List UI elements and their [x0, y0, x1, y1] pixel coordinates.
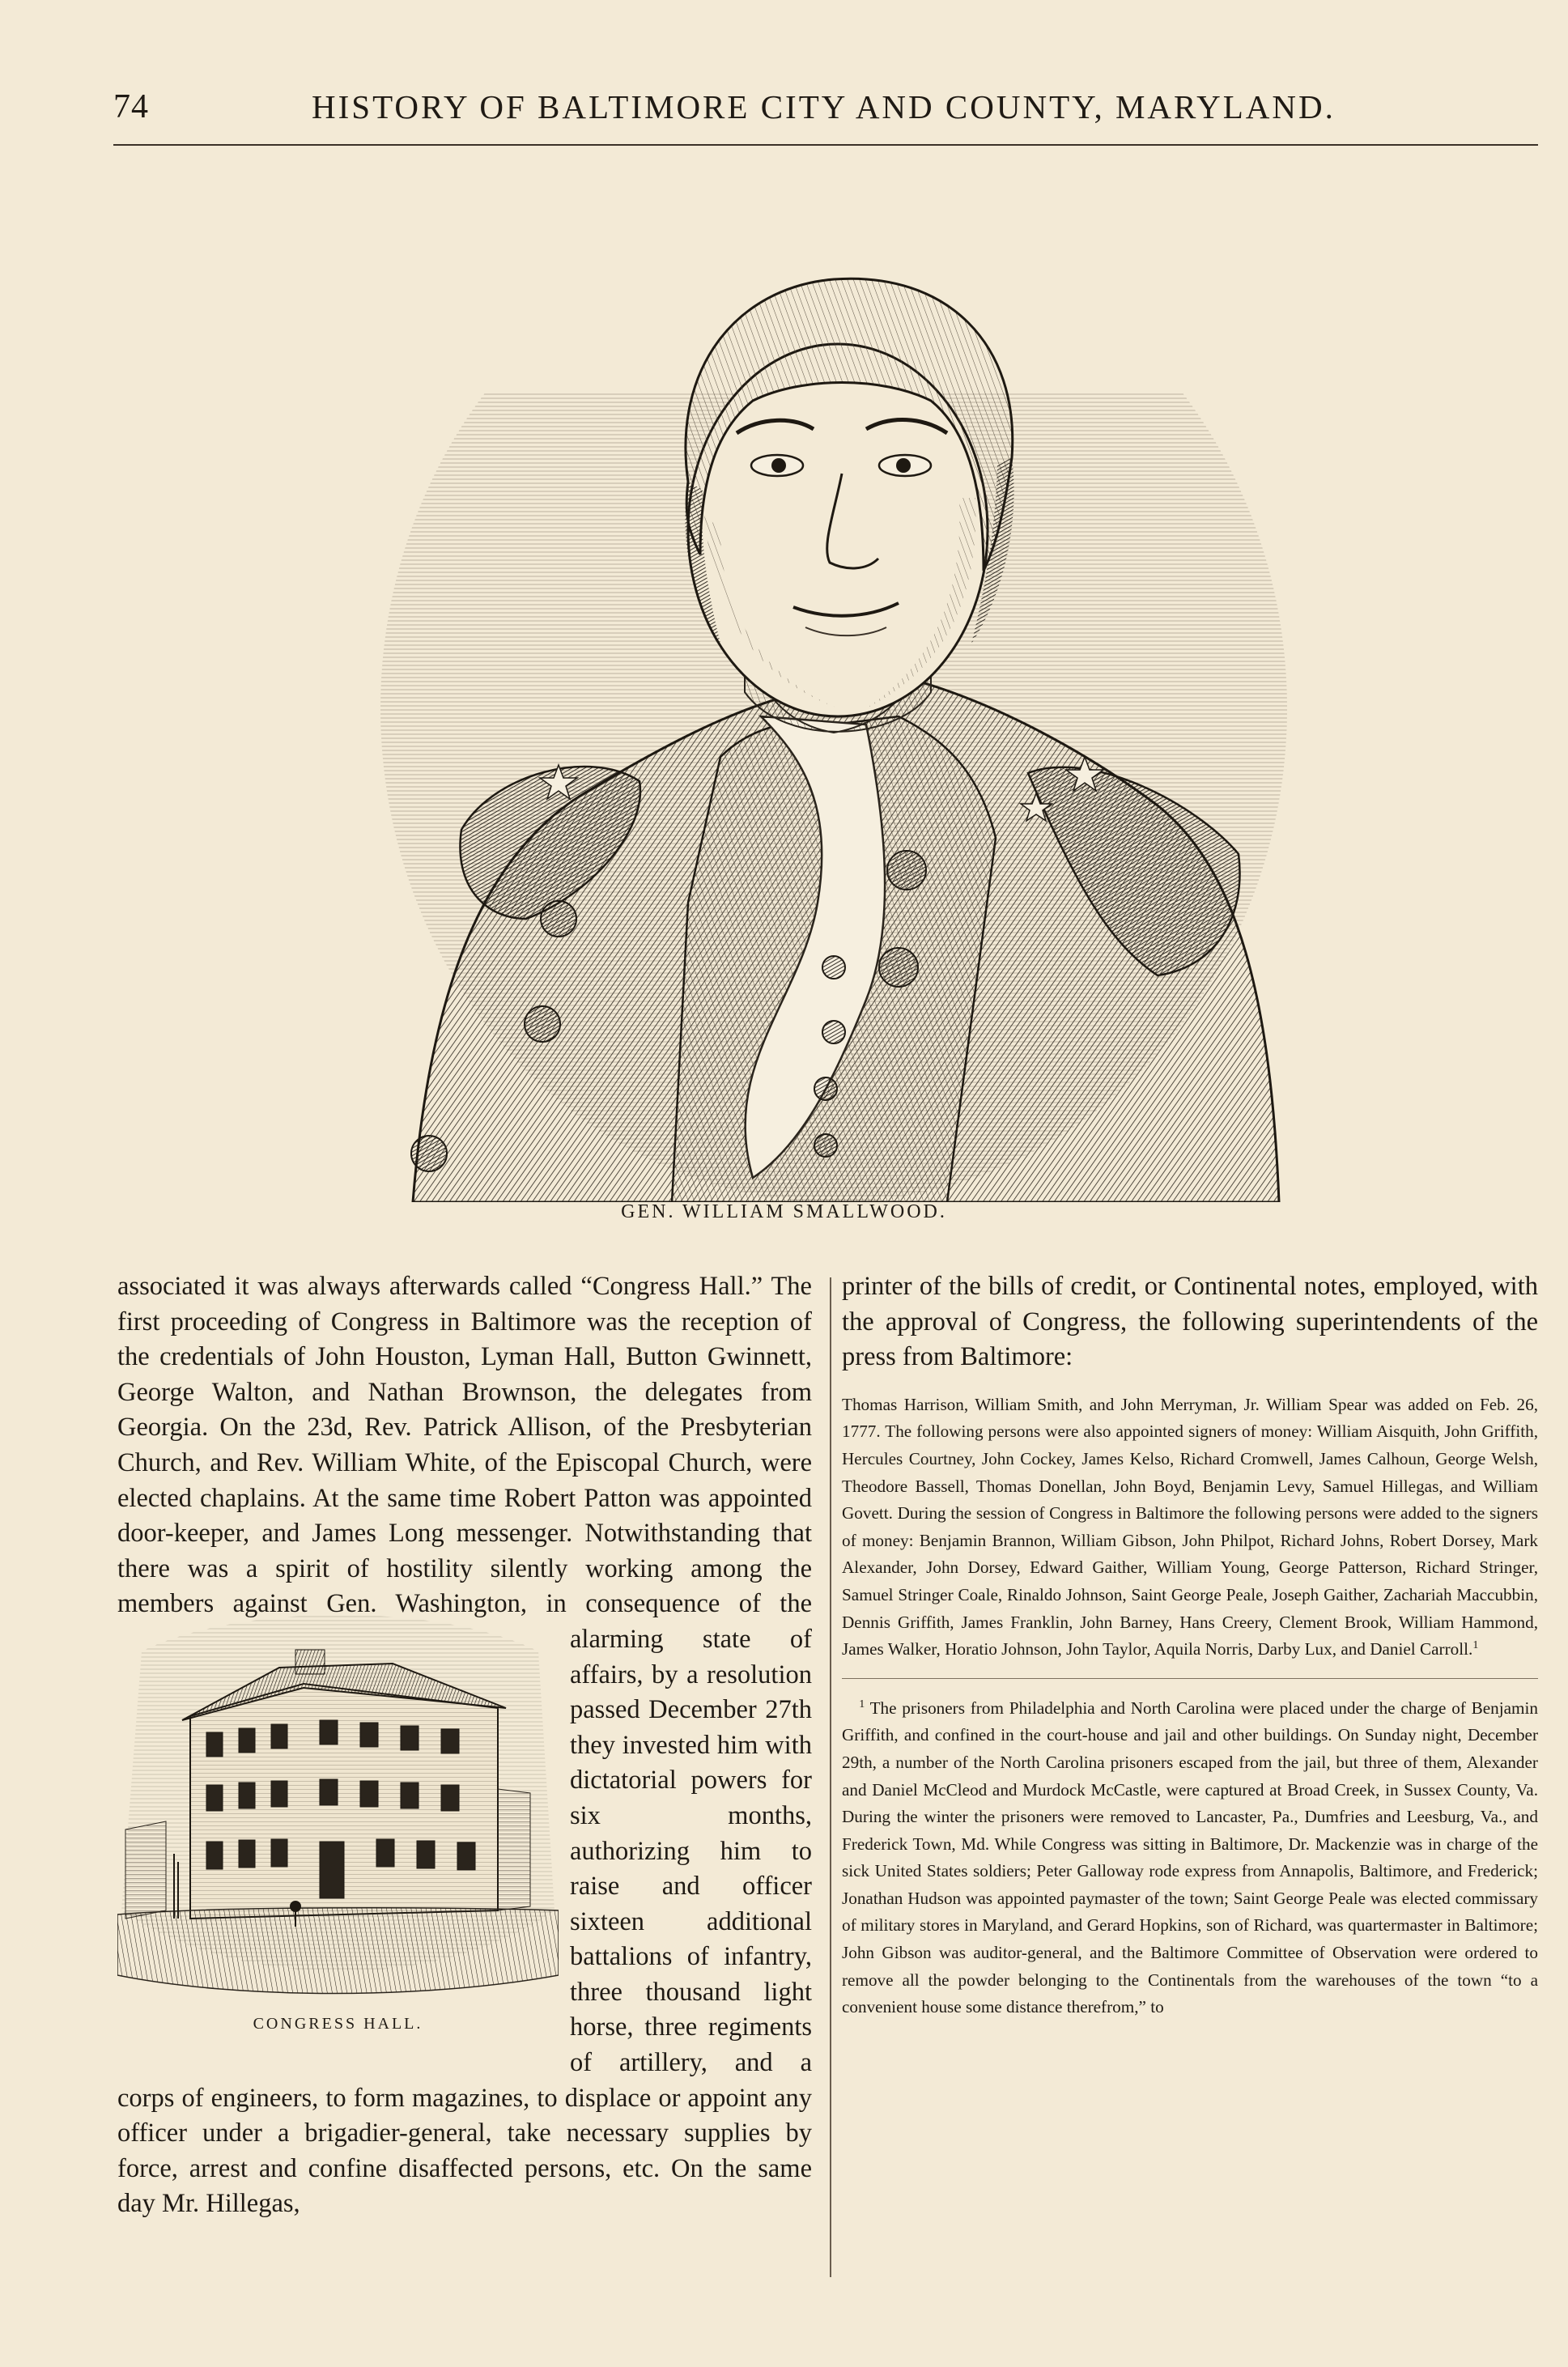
right-column: [842, 1269, 1538, 2021]
footnote-reference: 1: [1472, 1639, 1479, 1652]
page-number: 74: [113, 88, 149, 125]
left-column: [117, 1269, 812, 2222]
footnote-marker: 1: [859, 1698, 865, 1710]
left-text-part-1: associated it was always afterwards called “Congress Hall.” The first proceeding of Congress in Baltimore was the reception of the credentials of John Houston, Lyman Hall, Button Gwinnett, George Walton, and Nathan Brownson, the delegates from Georgia. On the 23d, Rev. Patrick Allison, of the Presbyterian Church, and Rev. William White, of the Episcopal Church, were elected chaplains. At the same time Robert Patton was appointed door-keeper, and James Long messenger. Notwithstanding that there was a spirit of hostility silently working among the members against: [117, 1272, 812, 1619]
footnote: [842, 1695, 1538, 2021]
header-rule: [113, 144, 1538, 146]
right-intro-paragraph: printer of the bills of credit, or Continental notes, employed, with the approval of Congress, the following superintendents of the press from Baltimore:: [842, 1272, 1538, 1372]
congress-hall-caption: CONGRESS HALL.: [253, 2015, 423, 2033]
congress-hall-figure: [117, 1587, 559, 2050]
left-text-part-2: Gen. Washington, in consequence of the alarming state of affairs, by a resolution passed December 27th they invested him with dictatorial powers for six months, authorizing him to raise and officer sixteen additional battalions of infantry, three thousand light horse, three regiments of artillery, and a corps of engineers, to form magazines, to displace or appoint any officer under a brigadier-general, take necessary supplies by force, arrest and confine disaffected persons, etc. On the same day Mr. Hillegas,: [117, 1589, 813, 2219]
portrait-illustration: [380, 190, 1287, 1202]
footnote-rule: [842, 1678, 1538, 1679]
column-divider: [830, 1277, 831, 2277]
left-paragraph-start: [117, 1269, 812, 2222]
portrait-caption: GEN. WILLIAM SMALLWOOD.: [621, 1201, 947, 1222]
signers-list-paragraph: [842, 1392, 1538, 1664]
running-title: HISTORY OF BALTIMORE CITY AND COUNTY, MARYLAND.: [312, 88, 1336, 125]
page-header: [113, 87, 1538, 136]
signers-list-text: Thomas Harrison, William Smith, and John Merryman, Jr. William Spear was added on Feb. 26, 1777. The following persons were also appointed signers of money: William Aisquith, John Griffith, Hercules Courtney, John Cockey, James Kelso, Richard Cromwell, James Calhoun, George Welsh, Theodore Bassell, Thomas Donellan, John Boyd, Benjamin Levy, Samuel Hillegas, and William Govett. During the session of Congress in Baltimore the following persons were added to the signers of money: Benjamin Brannon, William Gibson, John Philpot, Richard Johns, Robert Dorsey, Mark Alexander, John Dorsey, Edward Gaither, William Young, George Patterson, Richard Stringer, Samuel Stringer Coale, Rinaldo Johnson, Saint George Peale, Joseph Gaither, Zachariah Maccubbin, Dennis Griffith, James Franklin, John Barney, Hans Creery, Clement Brook, William Hammond, James Walker, Horatio Johnson, John Taylor, Aquila Norris, Darby Lux, and Daniel Carroll.: [842, 1394, 1538, 1659]
congress-hall-illustration: [117, 1587, 559, 2008]
footnote-text: The prisoners from Philadelphia and North Carolina were placed under the charge of Benjamin Griffith, and confined in the court-house and jail and other buildings. On Sunday night, December 29th, a number of the North Carolina prisoners escaped from the jail, but three of them, Alexander and Daniel McCleod and Murdock McCastle, were captured at Broad Creek, in Sussex County, Va. During the winter the prisoners were removed to Lancaster, Pa., Dumfries and Leesburg, Va., and Frederick Town, Md. While Congress was sitting in Baltimore, Dr. Mackenzie was in charge of the sick United States soldiers; Peter Galloway rode express from Annapolis, Baltimore, and Frederick; Jonathan Hudson was appointed paymaster of the town; Saint George Peale was elected commissary of military stores in Maryland, and Gerard Hopkins, son of Richard, was quartermaster in Baltimore; John Gibson was auditor-general, and the Baltimore Committee of Observation were ordered to remove all the powder belonging to the Continentals from the warehouses of the town “to a convenient house some distance therefrom,” to: [842, 1698, 1538, 2017]
portrait-engraving: [380, 190, 1287, 1202]
